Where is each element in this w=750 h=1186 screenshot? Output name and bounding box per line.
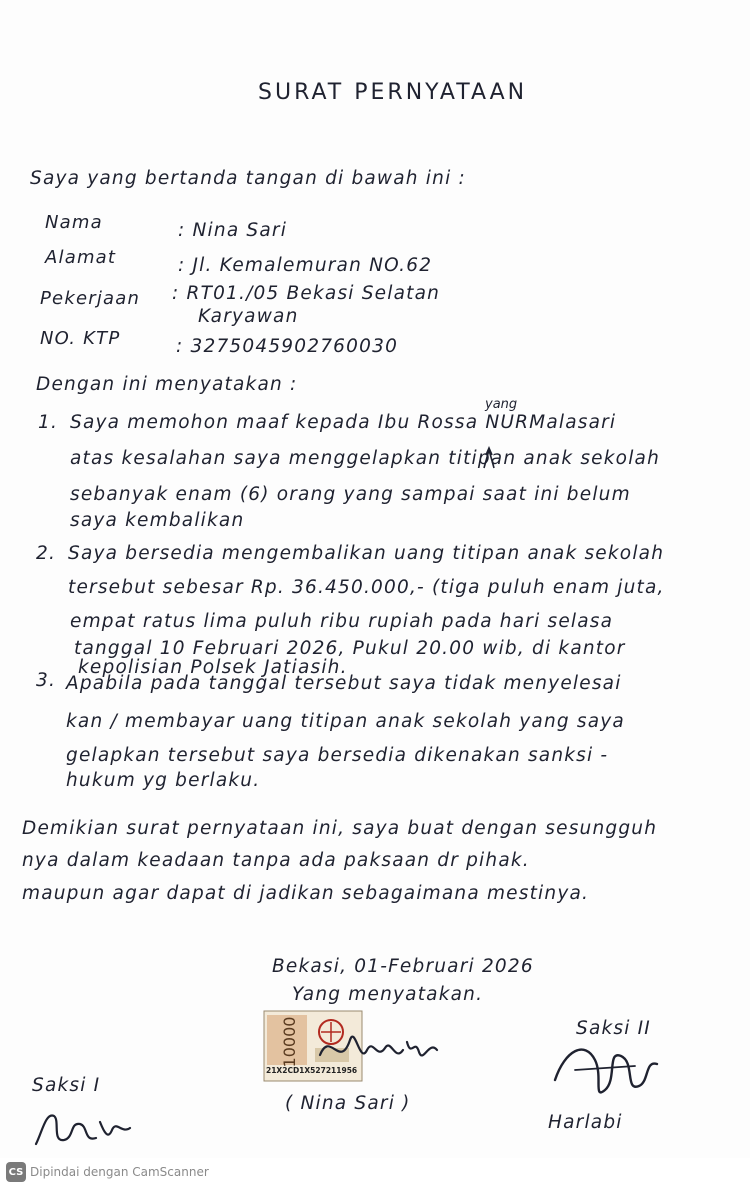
closing-line: nya dalam keadaan tanpa ada paksaan dr pihak. [22, 850, 530, 871]
item1-line: sebanyak enam (6) orang yang sampai saat ini belum [70, 484, 631, 505]
item2-line: tanggal 10 Februari 2026, Pukul 20.00 wib, di kantor [74, 638, 626, 659]
witness2-name: Harlabi [548, 1112, 623, 1133]
svg-text:10000: 10000 [280, 1016, 299, 1068]
closing-line: maupun agar dapat di jadikan sebagaimana mestinya. [22, 883, 590, 904]
signature-signer [315, 1020, 445, 1080]
signer-caption: Yang menyatakan. [292, 984, 484, 1005]
item3-number: 3. [36, 670, 57, 691]
item2-number: 2. [36, 543, 57, 564]
field-label-ktp: NO. KTP [40, 328, 121, 349]
item3-line: hukum yg berlaku. [66, 770, 261, 791]
field-value-pekerjaan-2: Karyawan [198, 306, 299, 327]
item1-line: Saya memohon maaf kepada Ibu Rossa NURMalasari [70, 412, 617, 433]
scanner-watermark-text: Dipindai dengan CamScanner [30, 1165, 209, 1179]
signature-witness2 [545, 1030, 675, 1110]
declaration-intro: Dengan ini menyatakan : [36, 374, 298, 395]
stamp-serial: 21X2CD1X527211956 [266, 1066, 358, 1075]
witness1-label: Saksi I [32, 1075, 101, 1096]
item2-line: tersebut sebesar Rp. 36.450.000,- (tiga puluh enam juta, [68, 577, 665, 598]
signer-name: ( Nina Sari ) [285, 1093, 411, 1114]
field-label-alamat: Alamat [45, 247, 117, 268]
item1-line: atas kesalahan saya menggelapkan titipan anak sekolah [70, 448, 660, 469]
document-title: SURAT PERNYATAAN [258, 80, 528, 105]
item3-line: kan / membayar uang titipan anak sekolah yang saya [66, 711, 625, 732]
intro-line: Saya yang bertanda tangan di bawah ini : [30, 168, 466, 189]
item3-line: gelapkan tersebut saya bersedia dikenakan sanksi - [66, 745, 609, 766]
field-label-pekerjaan: Pekerjaan [40, 288, 141, 309]
field-value-alamat: : Jl. Kemalemuran NO.62 [178, 255, 433, 276]
field-label-nama: Nama [45, 212, 103, 233]
item2-line: kepolisian Polsek Jatiasih. [78, 657, 348, 678]
item1-line: saya kembalikan [70, 510, 245, 531]
closing-line: Demikian surat pernyataan ini, saya buat dengan sesungguh [22, 818, 658, 839]
camscanner-logo-icon: CS [6, 1162, 26, 1182]
witness2-label: Saksi II [576, 1018, 651, 1039]
place-date: Bekasi, 01-Februari 2026 [272, 956, 534, 977]
field-value-ktp: : 3275045902760030 [176, 336, 399, 357]
signature-witness1 [30, 1102, 140, 1152]
item2-line: Saya bersedia mengembalikan uang titipan anak sekolah [68, 543, 665, 564]
field-value-nama: : Nina Sari [178, 220, 288, 241]
scanner-footer [0, 1158, 750, 1186]
item2-line: empat ratus lima puluh ribu rupiah pada hari selasa [70, 611, 614, 632]
field-value-pekerjaan: : RT01./05 Bekasi Selatan [172, 283, 441, 304]
item1-number: 1. [38, 412, 59, 433]
item1-insert-word: yang [485, 397, 518, 412]
item3-line: Apabila pada tanggal tersebut saya tidak menyelesai [66, 673, 622, 694]
